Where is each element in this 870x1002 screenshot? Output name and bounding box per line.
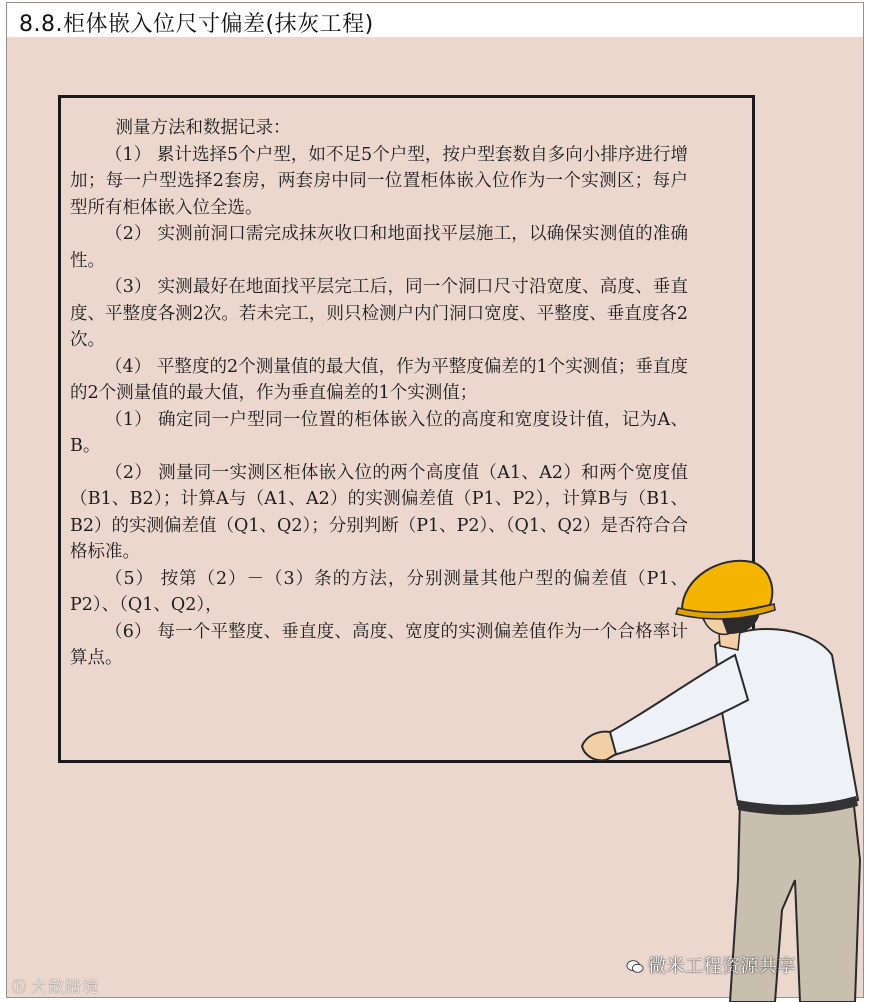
title-bar xyxy=(7,3,863,37)
paragraph-3: （3） 实测最好在地面找平层完工后，同一个洞口尺寸沿宽度、高度、垂直度、平整度各测2次。若未完工，则只检测户内门洞口宽度、平整度、垂直度各2次。 xyxy=(70,277,688,350)
watermark-right-text: 微米工程资源共享 xyxy=(648,956,796,977)
worker-illustration xyxy=(570,550,870,1002)
watermark-left xyxy=(12,974,99,997)
paragraph-7: （5） 按第（2）－（3）条的方法，分别测量其他户型的偏差值（P1、P2）、（Q1、Q2）， xyxy=(70,568,688,615)
paragraph-5: （1） 确定同一户型同一位置的柜体嵌入位的高度和宽度设计值，记为A、B。 xyxy=(70,409,688,456)
paragraph-1: （1） 累计选择5个户型，如不足5个户型，按户型套数自多向小排序进行增加；每一户型选择2套房，两套房中同一位置柜体嵌入位作为一个实测区；每户型所有柜体嵌入位全选。 xyxy=(70,144,688,218)
paragraph-2: （2） 实测前洞口需完成抹灰收口和地面找平层施工，以确保实测值的准确性。 xyxy=(70,224,688,271)
paragraph-heading: 测量方法和数据记录： xyxy=(115,118,291,138)
paragraph-4: （4） 平整度的2个测量值的最大值，作为平整度偏差的1个实测值；垂直度的2个测量值的最大值，作为垂直偏差的1个实测值； xyxy=(70,356,688,403)
paragraph-6: （2） 测量同一实测区柜体嵌入位的两个高度值（A1、A2）和两个宽度值（B1、B2）；计算A与（A1、A2）的实测偏差值（P1、P2），计算B与（B1、B2）的实测偏差值（Q1、Q2）；分别判断（P1、P2）、（Q1、Q2）是否符合合格标准。 xyxy=(70,462,688,562)
page-title: 8.8.柜体嵌入位尺寸偏差(抹灰工程) xyxy=(19,12,374,37)
watermark-logo-icon: ⓑ xyxy=(12,980,27,996)
wechat-icon xyxy=(626,959,644,974)
watermark-left-text: 大散踏境 xyxy=(31,977,100,996)
paragraph-8: （6） 每一个平整度、垂直度、高度、宽度的实测偏差值作为一个合格率计算点。 xyxy=(70,621,688,668)
watermark-right xyxy=(626,952,796,978)
